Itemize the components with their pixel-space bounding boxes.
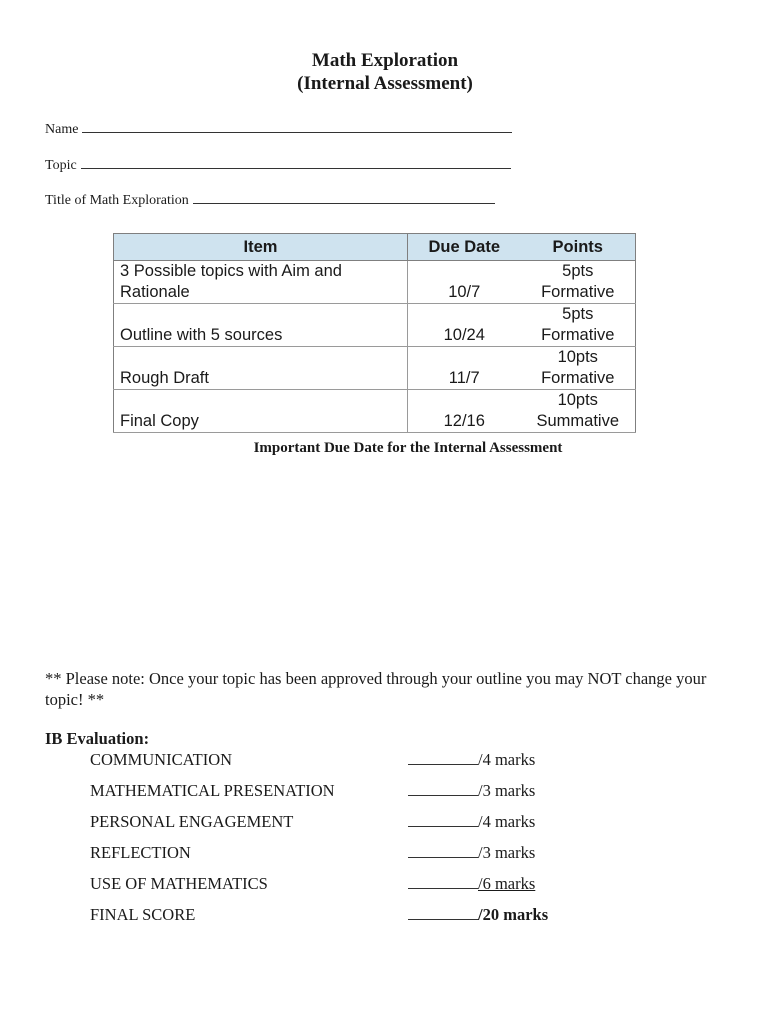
- evaluation-heading: IB Evaluation:: [45, 729, 150, 748]
- topic-change-note: ** Please note: Once your topic has been approved through your outline you may NOT change your topic! **: [45, 669, 707, 709]
- points-cell: 5pts Formative: [521, 261, 636, 304]
- score-blank[interactable]: [408, 873, 478, 889]
- name-field-row: [45, 119, 512, 139]
- criterion-name: REFLECTION: [90, 843, 191, 862]
- criterion-name: MATHEMATICAL PRESENATION: [90, 781, 335, 800]
- exploration-title-label: Title of Math Exploration: [45, 193, 189, 208]
- item-cell: Rough Draft: [114, 347, 408, 390]
- page-title: Math Exploration: [311, 50, 459, 71]
- due-date-cell: 11/7: [408, 347, 521, 390]
- score-blank[interactable]: [408, 749, 478, 765]
- criterion-name: USE OF MATHEMATICS: [90, 874, 268, 893]
- name-label: Name: [45, 122, 79, 137]
- score-blank[interactable]: [408, 811, 478, 827]
- criterion-marks: /3 marks: [478, 781, 536, 800]
- due-dates-table: [113, 233, 636, 433]
- exploration-title-field[interactable]: [193, 190, 495, 204]
- table-caption: Important Due Date for the Internal Assessment: [253, 440, 563, 456]
- evaluation-row: [90, 749, 650, 770]
- points-cell: 10pts Summative: [521, 390, 636, 433]
- item-cell: Final Copy: [114, 390, 408, 433]
- due-date-column-header: Due Date: [408, 234, 521, 261]
- item-cell: Outline with 5 sources: [114, 304, 408, 347]
- criterion-marks: /4 marks: [478, 812, 536, 831]
- page-subtitle: (Internal Assessment): [297, 73, 473, 94]
- points-cell: 10pts Formative: [521, 347, 636, 390]
- criterion-name: COMMUNICATION: [90, 750, 233, 769]
- criterion-marks: /3 marks: [478, 843, 536, 862]
- due-date-cell: 10/7: [408, 261, 521, 304]
- evaluation-row: [90, 780, 650, 801]
- final-score-row: [90, 904, 650, 925]
- criterion-name: FINAL SCORE: [90, 905, 196, 924]
- evaluation-row: [90, 873, 650, 894]
- points-column-header: Points: [521, 234, 636, 261]
- due-date-cell: 12/16: [408, 390, 521, 433]
- name-field[interactable]: [82, 119, 512, 133]
- evaluation-row: [90, 842, 650, 863]
- final-score-blank[interactable]: [408, 904, 478, 920]
- table-header-row: [114, 234, 636, 261]
- evaluation-row: [90, 811, 650, 832]
- topic-field-row: [45, 155, 511, 175]
- topic-label: Topic: [45, 158, 77, 173]
- item-column-header: Item: [114, 234, 408, 261]
- score-blank[interactable]: [408, 842, 478, 858]
- points-cell: 5pts Formative: [521, 304, 636, 347]
- criterion-marks: /4 marks: [478, 750, 536, 769]
- table-row: [114, 390, 636, 433]
- item-cell: 3 Possible topics with Aim and Rationale: [114, 261, 408, 304]
- topic-field[interactable]: [81, 155, 511, 169]
- title-field-row: [45, 190, 495, 210]
- table-row: [114, 304, 636, 347]
- criterion-name: PERSONAL ENGAGEMENT: [90, 812, 294, 831]
- final-score-marks: /20 marks: [478, 905, 549, 924]
- due-date-cell: 10/24: [408, 304, 521, 347]
- criterion-marks: /6 marks: [478, 874, 536, 893]
- score-blank[interactable]: [408, 780, 478, 796]
- table-row: [114, 261, 636, 304]
- table-row: [114, 347, 636, 390]
